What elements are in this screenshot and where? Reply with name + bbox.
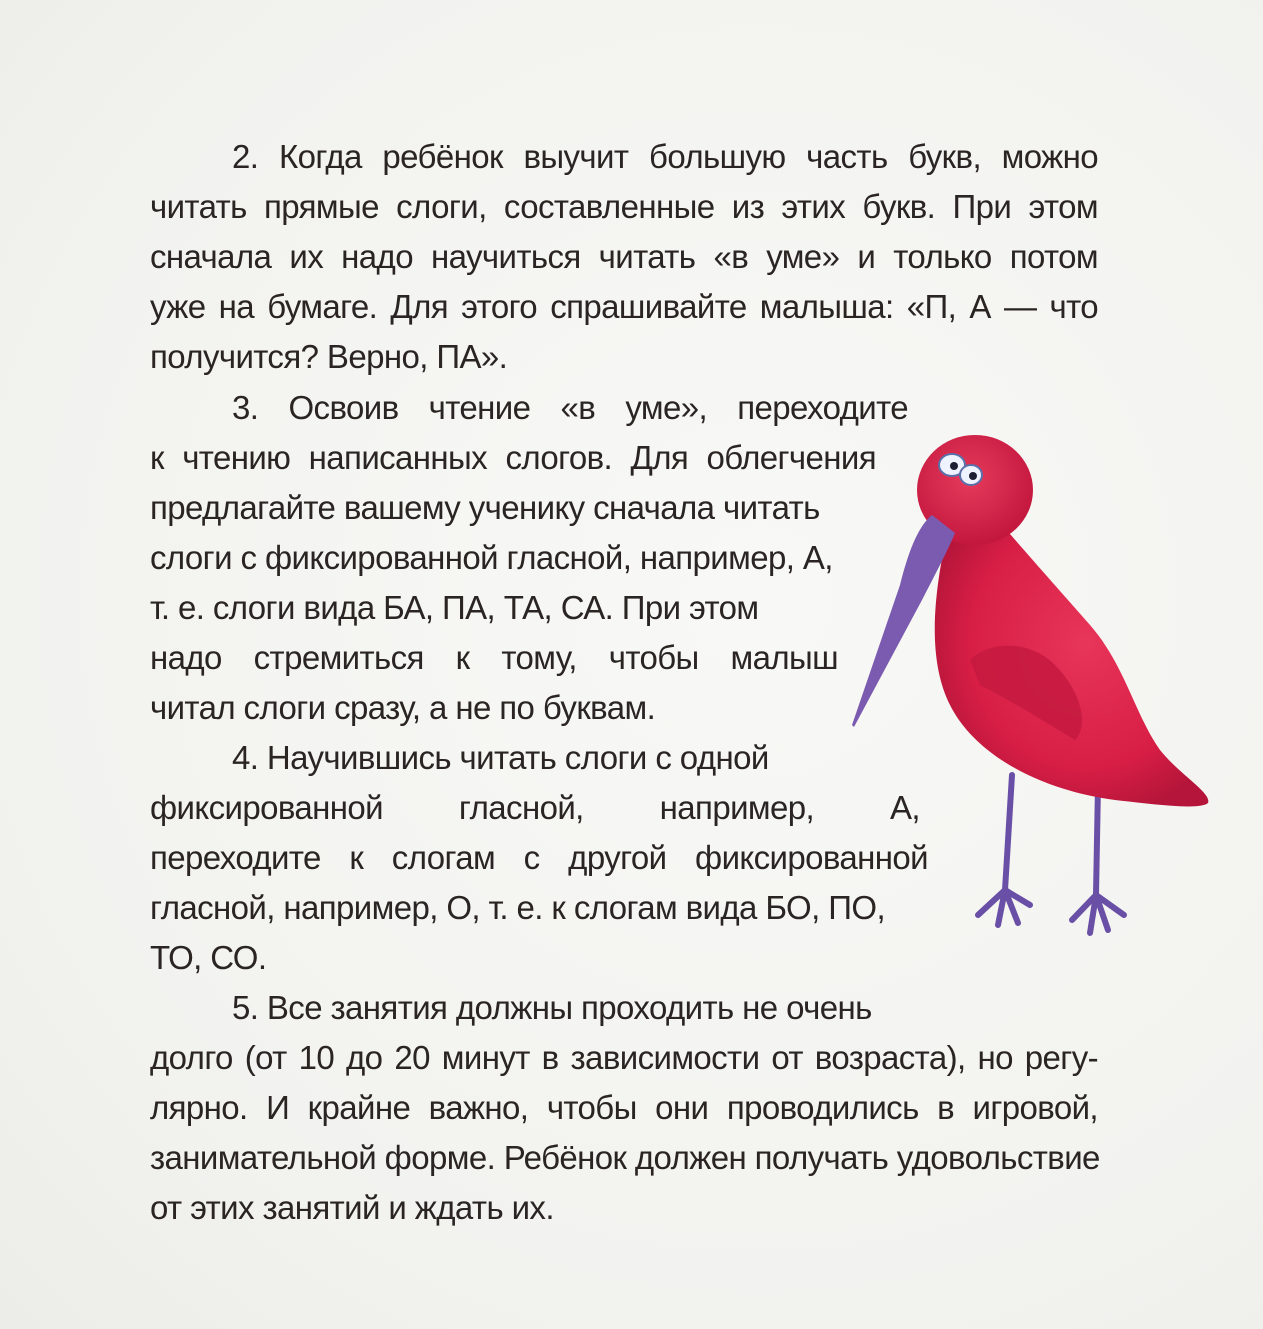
text-line: к чтению написанных слогов. Для облегчения <box>150 439 876 476</box>
text-line: 2. Когда ребёнок выучит большую часть букв, можно <box>232 138 1098 175</box>
text-line: читать прямые слоги, составленные из этих букв. При этом <box>150 188 1098 225</box>
text-line: фиксированной гласной, например, А, <box>150 789 920 826</box>
text-line: предлагайте вашему ученику сначала читать <box>150 489 820 526</box>
text-line: сначала их надо научиться читать «в уме» и только потом <box>150 238 1098 275</box>
text-line: 3. Освоив чтение «в уме», переходите <box>232 389 908 426</box>
red-bird-icon <box>840 425 1230 975</box>
text-line: переходите к слогам с другой фиксированной <box>150 839 928 876</box>
text-line: ТО, СО. <box>150 939 267 976</box>
text-line: получится? Верно, ПА». <box>150 338 508 375</box>
text-line: т. е. слоги вида БА, ПА, ТА, СА. При этом <box>150 589 759 626</box>
text-line: уже на бумаге. Для этого спрашивайте малыша: «П, А — что <box>150 288 1098 325</box>
text-line: долго (от 10 до 20 минут в зависимости от возраста), но регу- <box>150 1039 1098 1076</box>
text-line: занимательной форме. Ребёнок должен получать удовольствие <box>150 1139 1100 1176</box>
text-line: 4. Научившись читать слоги с одной <box>232 739 769 776</box>
text-line: слоги с фиксированной гласной, например, А, <box>150 539 833 576</box>
text-line: надо стремиться к тому, чтобы малыш <box>150 639 838 676</box>
text-line: лярно. И крайне важно, чтобы они проводились в игровой, <box>150 1089 1098 1126</box>
text-line: 5. Все занятия должны проходить не очень <box>232 989 872 1026</box>
text-line: гласной, например, О, т. е. к слогам вида БО, ПО, <box>150 889 886 926</box>
bird-legs <box>978 775 1124 933</box>
text-line: от этих занятий и ждать их. <box>150 1189 554 1226</box>
text-line: читал слоги сразу, а не по буквам. <box>150 689 656 726</box>
